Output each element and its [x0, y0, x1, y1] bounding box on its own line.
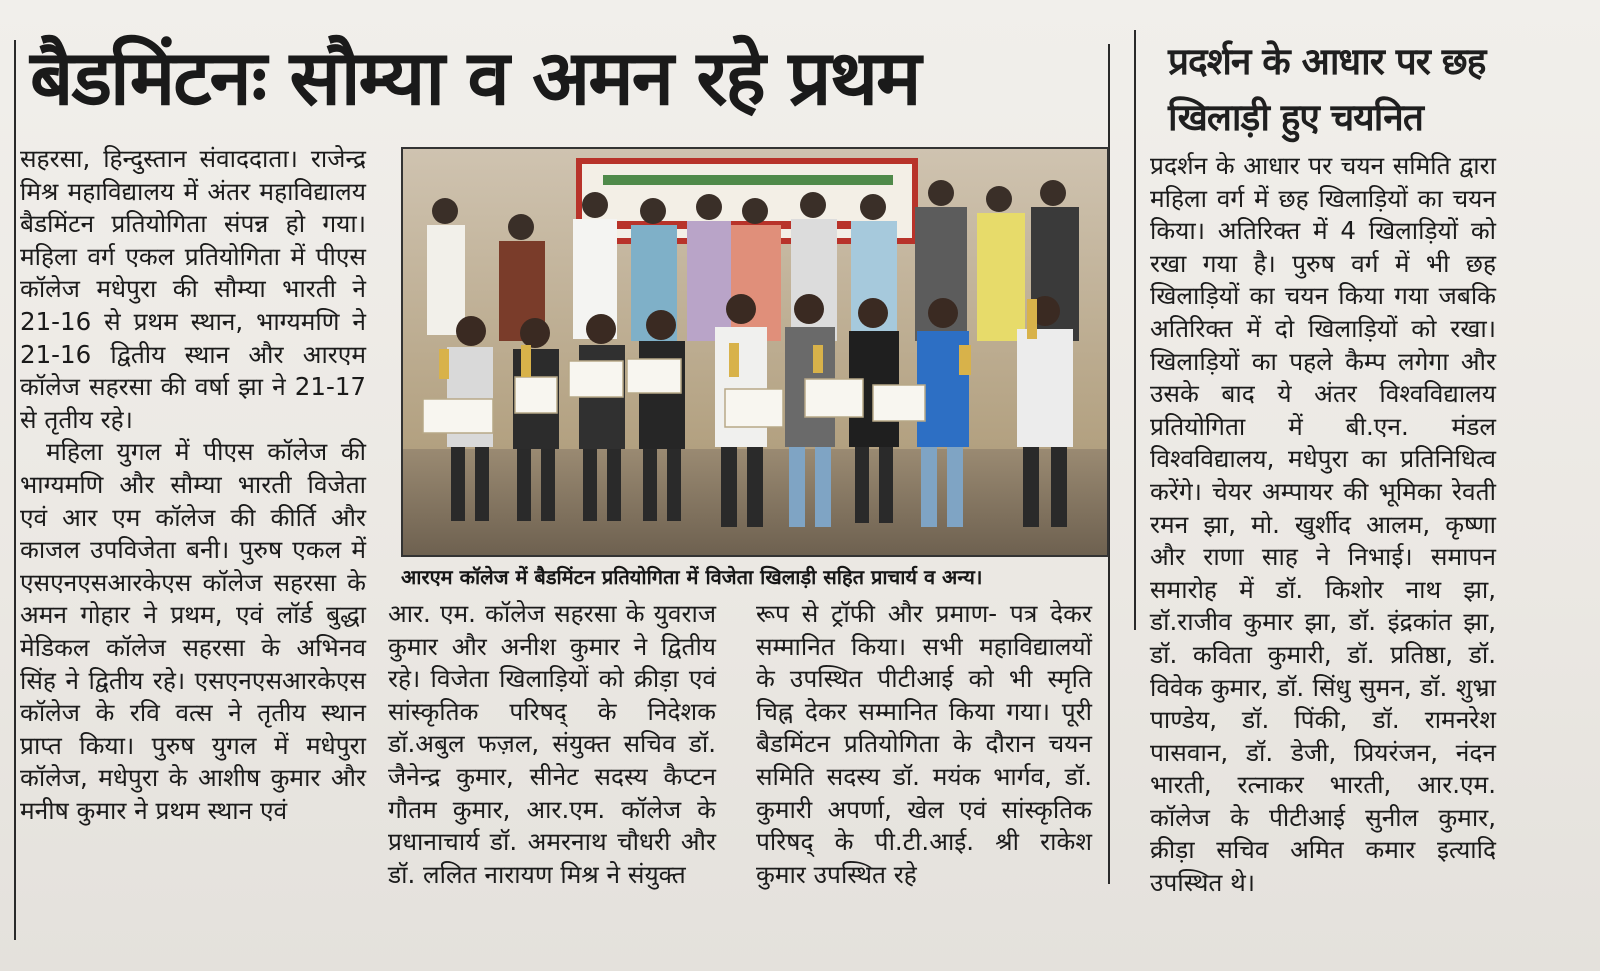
side-headline: प्रदर्शन के आधार पर छह खिलाड़ी हुए चयनित — [1168, 40, 1486, 139]
photo-caption: आरएम कॉलेज में बैडमिंटन प्रतियोगिता में विजेता खिलाड़ी सहित प्राचार्य व अन्य। — [401, 565, 983, 589]
headline: बैडमिंटनः सौम्या व अमन रहे प्रथम — [30, 33, 920, 122]
paragraph-2: महिला युगल में पीएस कॉलेज की भाग्यमणि और सौम्या भारती विजेता एवं आर एम कॉलेज की कीर्ति और काजल उपविजेता बनी। पुरुष एकल में एसएनएसआरकेएस कॉलेज सहरसा के अमन गोहार ने प्रथम, एवं लॉर्ड बुद्धा मेडिकल कॉलेज सहरसा के अभिनव सिंह ने द्वितीय रहे। एसएनएसआरकेएस कॉलेज के रवि वत्स ने तृतीय स्थान प्राप्त किया। पुरुष युगल में मधेपुरा कॉलेज, मधेपुरा के आशीष कुमार और मनीष कुमार ने प्रथम स्थान एवं — [20, 437, 366, 825]
column-1 — [20, 143, 366, 827]
news-photo — [401, 147, 1109, 557]
paragraph-3: आर. एम. कॉलेज सहरसा के युवराज कुमार और अनीश कुमार ने द्वितीय रहे। विजेता खिलाड़ियों को क्रीड़ा एवं सांस्कृतिक परिषद् के निदेशक डॉ.अबुल फज़ल, संयुक्त सचिव डॉ. जैनेन्द्र कुमार, सीनेट सदस्य कैप्टन गौतम कुमार, आर.एम. कॉलेज के प्रधानाचार्य डॉ. अमरनाथ चौधरी और डॉ. ललित नारायण मिश्र ने संयुक्त — [388, 599, 716, 889]
paragraph-1: सहरसा, हिन्दुस्तान संवाददाता। राजेन्द्र मिश्र महाविद्यालय में अंतर महाविद्यालय बैडमिंटन प्रतियोगिता संपन्न हो गया। महिला वर्ग एकल प्रतियोगिता में पीएस कॉलेज मधेपुरा की सौम्या भारती ने 21-16 से प्रथम स्थान, भाग्यमणि ने 21-16 द्वितीय स्थान और आरएम कॉलेज सहरसा की वर्षा झा ने 21-17 से तृतीय रहे। — [20, 144, 366, 434]
side-column — [1150, 150, 1496, 900]
column-rule-right-2 — [1134, 30, 1136, 630]
left-border-line — [14, 40, 16, 940]
side-paragraph: प्रदर्शन के आधार पर चयन समिति द्वारा महिला वर्ग में छह खिलाड़ियों का चयन किया। अतिरिक्त में 4 खिलाड़ियों को रखा गया है। पुरुष वर्ग में भी छह खिलाड़ियों का चयन किया गया जबकि अतिरिक्त में दो खिलाड़ियों को रखा। खिलाड़ियों का पहले कैम्प लगेगा और उसके बाद ये अंतर विश्वविद्यालय प्रतियोगिता में बी.एन. मंडल विश्वविद्यालय, मधेपुरा का प्रतिनिधित्व करेंगे। चेयर अम्पायर की भूमिका रेवती रमन झा, मो. खुर्शीद आलम, कृष्णा और राणा साह ने निभाई। समापन समारोह में डॉ. किशोर नाथ झा, डॉ.राजीव कुमार झा, डॉ. इंद्रकांत झा, डॉ. कविता कुमारी, डॉ. प्रतिष्ठा, डॉ. विवेक कुमार, डॉ. सिंधु सुमन, डॉ. शुभ्रा पाण्डेय, डॉ. पिंकी, डॉ. रामनरेश पासवान, डॉ. डेजी, प्रियरंजन, नंदन भारती, रत्नाकर भारती, आर.एम. कॉलेज के पीटीआई सुनील कुमार, क्रीड़ा सचिव अमित कमार इत्यादि उपस्थित थे। — [1150, 151, 1496, 898]
column-3 — [756, 598, 1092, 891]
column-2 — [388, 598, 716, 891]
paragraph-4: रूप से ट्रॉफी और प्रमाण- पत्र देकर सम्मानित किया। सभी महाविद्यालयों के उपस्थित पीटीआई को भी स्मृति चिह्न देकर सम्मानित किया गया। पूरी बैडमिंटन प्रतियोगिता के दौरान चयन समिति सदस्य डॉ. मयंक भार्गव, डॉ. कुमारी अपर्णा, खेल एवं सांस्कृतिक परिषद् के पी.टी.आई. श्री राकेश कुमार उपस्थित रहे — [756, 599, 1092, 889]
